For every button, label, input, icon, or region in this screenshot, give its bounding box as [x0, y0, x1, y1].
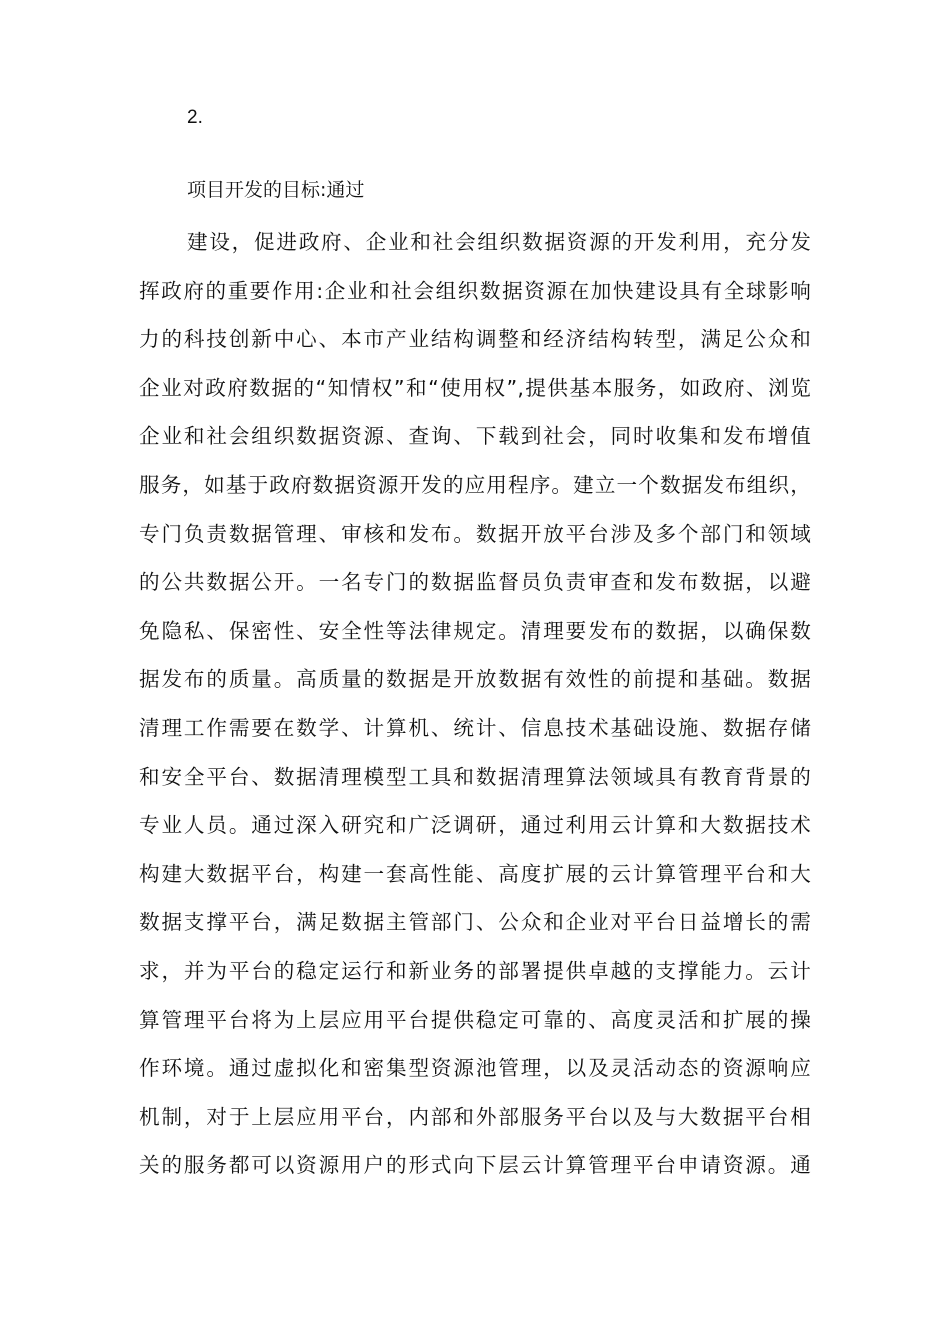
- text-line: 构建大数据平台，构建一套高性能、高度扩展的云计算管理平台和大: [139, 861, 811, 886]
- text-line: 企业对政府数据的“知情权”和“使用权”,提供基本服务，如政府、浏览: [139, 375, 811, 400]
- text-line: 企业和社会组织数据资源、查询、下载到社会，同时收集和发布增值: [139, 424, 811, 449]
- text-line: 专业人员。通过深入研究和广泛调研，通过利用云计算和大数据技术: [139, 813, 811, 838]
- text-line: 服务，如基于政府数据资源开发的应用程序。建立一个数据发布组织，: [139, 472, 811, 497]
- text-line: 数据支撑平台，满足数据主管部门、公众和企业对平台日益增长的需: [139, 910, 811, 935]
- text-line: 求，并为平台的稳定运行和新业务的部署提供卓越的支撑能力。云计: [139, 958, 811, 983]
- text-line: 专门负责数据管理、审核和发布。数据开放平台涉及多个部门和领域: [139, 521, 811, 546]
- text-line: 建设，促进政府、企业和社会组织数据资源的开发利用，充分发: [187, 230, 811, 254]
- text-line: 免隐私、保密性、安全性等法律规定。清理要发布的数据，以确保数: [139, 618, 811, 643]
- text-line: 和安全平台、数据清理模型工具和数据清理算法领域具有教育背景的: [139, 764, 811, 789]
- section-number: 2.: [187, 107, 203, 128]
- body-paragraph: [139, 224, 811, 1196]
- text-line: 清理工作需要在数学、计算机、统计、信息技术基础设施、数据存储: [139, 715, 811, 740]
- text-line: 力的科技创新中心、本市产业结构调整和经济结构转型，满足公众和: [139, 327, 811, 352]
- text-line: 据发布的质量。高质量的数据是开放数据有效性的前提和基础。数据: [139, 667, 811, 692]
- section-heading: 项目开发的目标:通过: [187, 179, 365, 201]
- text-line: 机制，对于上层应用平台，内部和外部服务平台以及与大数据平台相: [139, 1104, 811, 1129]
- text-line: 作环境。通过虚拟化和密集型资源池管理，以及灵活动态的资源响应: [139, 1056, 811, 1081]
- text-line: 关的服务都可以资源用户的形式向下层云计算管理平台申请资源。通: [139, 1153, 811, 1178]
- text-line: 的公共数据公开。一名专门的数据监督员负责审查和发布数据，以避: [139, 570, 811, 595]
- text-line: 挥政府的重要作用:企业和社会组织数据资源在加快建设具有全球影响: [139, 278, 811, 303]
- text-line: 算管理平台将为上层应用平台提供稳定可靠的、高度灵活和扩展的操: [139, 1007, 811, 1032]
